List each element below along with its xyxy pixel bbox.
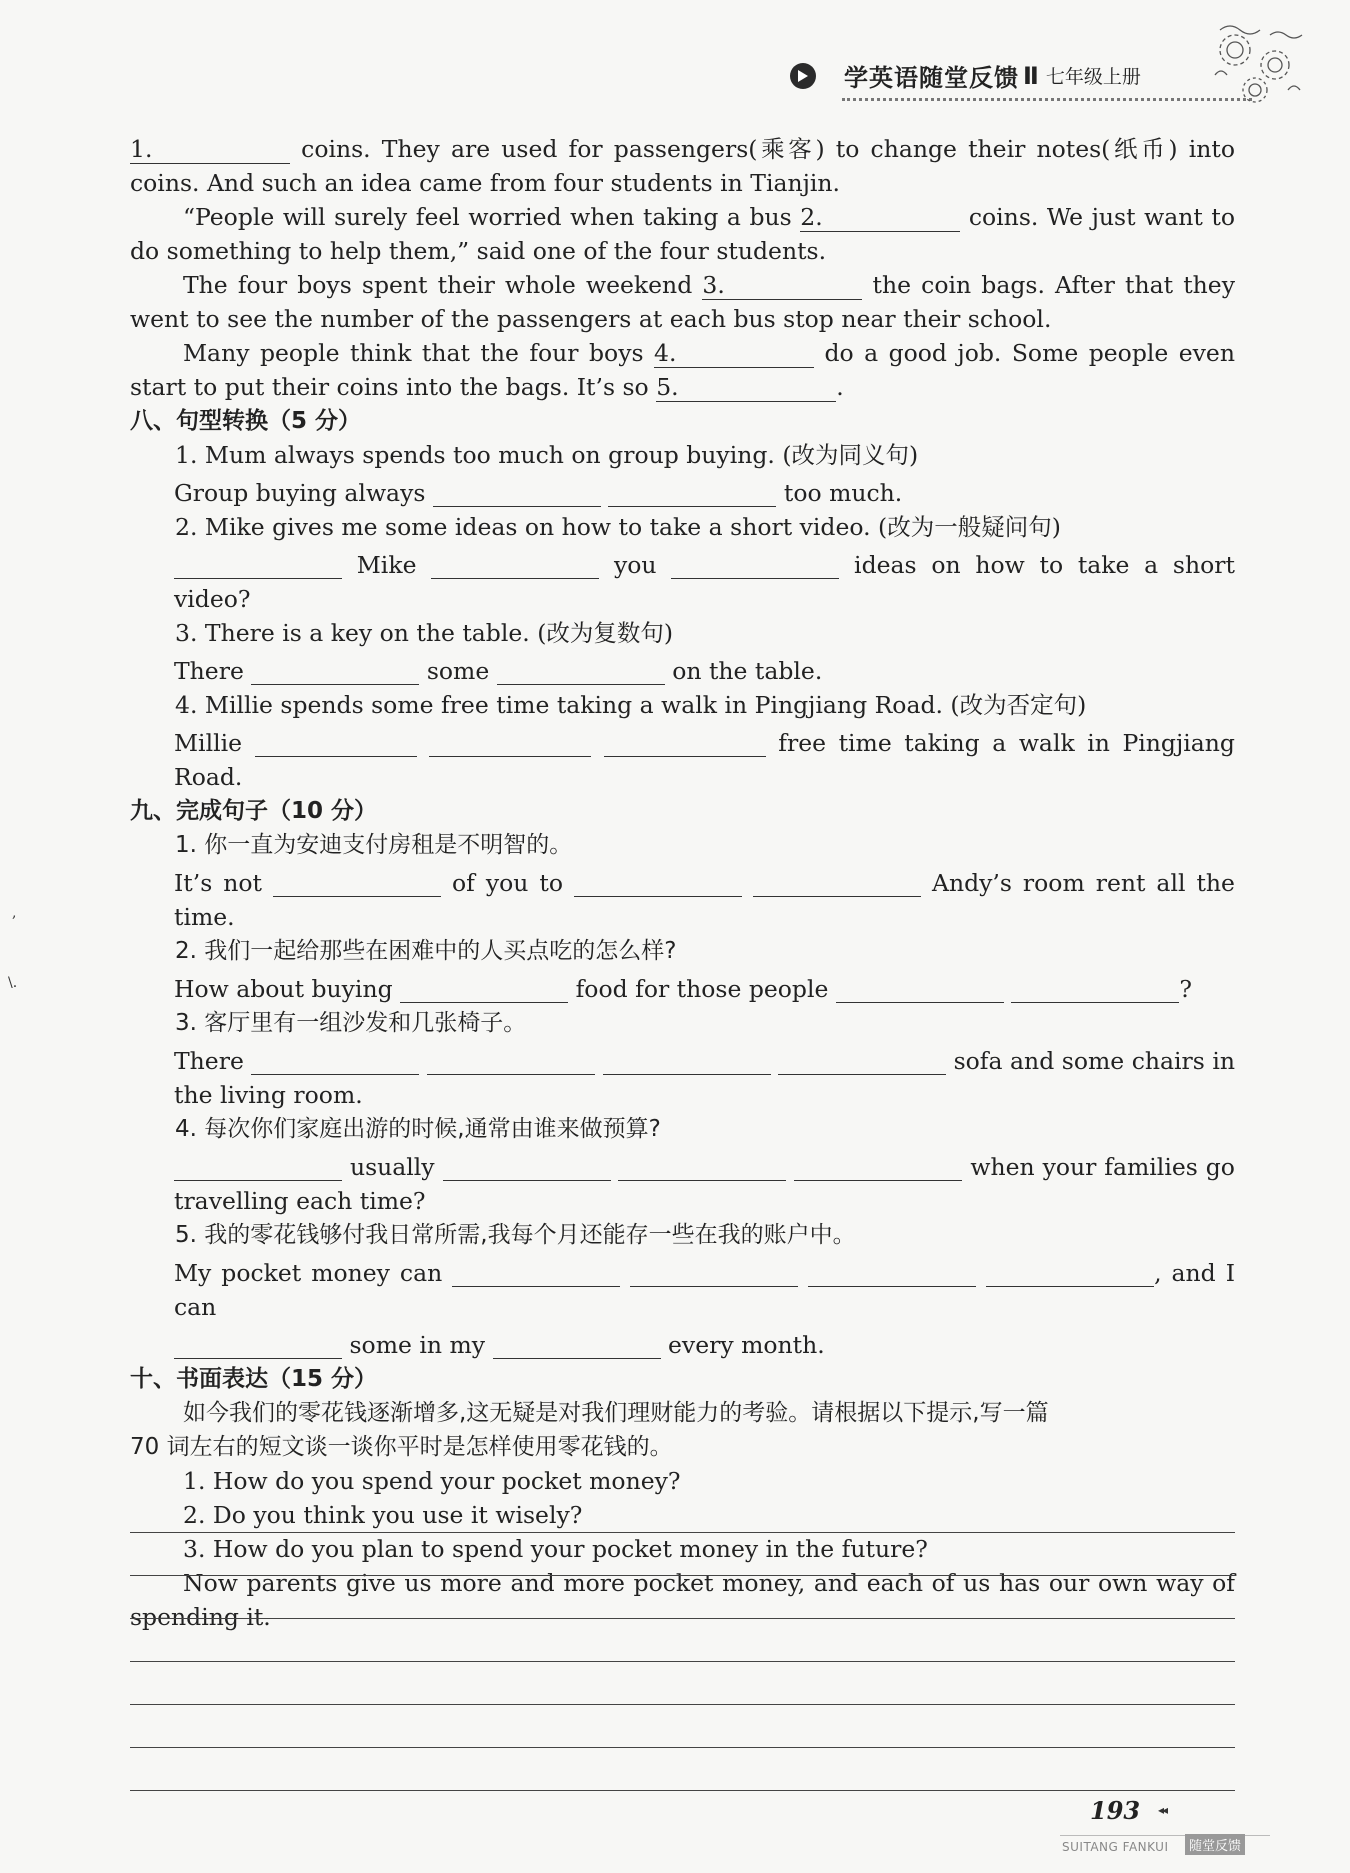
answer-blank[interactable]: [603, 1046, 771, 1075]
flower-decoration-icon: [1200, 20, 1310, 110]
answer-line-8-2: Mike you ideas on how to take a short video?: [174, 551, 1235, 613]
answer-blank[interactable]: [443, 1152, 611, 1181]
play-icon: [790, 63, 816, 89]
passage-line: “People will surely feel worried when taking a bus 2. coins. We just want to: [183, 203, 1235, 231]
writing-instructions: 如今我们的零花钱逐渐增多,这无疑是对我们理财能力的考验。请根据以下提示,写一篇: [183, 1400, 1049, 1426]
writing-start: Now parents give us more and more pocket money, and each of us has our own way of: [183, 1569, 1235, 1597]
answer-line-9-5-cont: some in my every month.: [130, 1324, 1235, 1362]
passage-line: Many people think that the four boys 4. do a good job. Some people even: [183, 339, 1235, 367]
answer-line-9-2: How about buying food for those people ?: [174, 975, 1192, 1003]
answer-blank[interactable]: [433, 478, 601, 507]
question-8-1: 1. Mum always spends too much on group buying. (改为同义句): [175, 441, 919, 469]
answer-blank[interactable]: [174, 550, 342, 579]
answer-blank[interactable]: [400, 974, 568, 1003]
footer-series-name: SUITANG FANKUI: [1062, 1840, 1169, 1854]
question-9-4: 4. 每次你们家庭出游的时候,通常由谁来做预算?: [175, 1116, 661, 1142]
answer-blank[interactable]: [251, 1046, 419, 1075]
question-9-1: 1. 你一直为安迪支付房租是不明智的。: [175, 832, 573, 858]
answer-blank[interactable]: [630, 1258, 798, 1287]
answer-blank[interactable]: [618, 1152, 786, 1181]
answer-blank[interactable]: [273, 868, 441, 897]
writing-line[interactable]: [130, 1576, 1235, 1619]
answer-blank[interactable]: [452, 1258, 620, 1287]
answer-line-8-1: Group buying always too much.: [174, 479, 903, 507]
answer-line-8-4: Millie free time taking a walk in Pingjiang Road.: [174, 729, 1235, 791]
question-8-4: 4. Millie spends some free time taking a walk in Pingjiang Road. (改为否定句): [175, 691, 1087, 719]
question-9-5: 5. 我的零花钱够付我日常所需,我每个月还能存一些在我的账户中。: [175, 1222, 856, 1248]
blank-3[interactable]: 3.: [702, 271, 862, 300]
writing-instructions-cont: 70 词左右的短文谈一谈你平时是怎样使用零花钱的。: [130, 1434, 673, 1460]
page-number: 193: [1090, 1796, 1141, 1825]
writing-area[interactable]: [130, 1490, 1235, 1791]
question-9-3: 3. 客厅里有一组沙发和几张椅子。: [175, 1010, 527, 1036]
writing-line[interactable]: [130, 1533, 1235, 1576]
section-9-title: 九、完成句子（10 分）: [130, 798, 378, 824]
answer-blank[interactable]: [431, 550, 599, 579]
grade-label: 七年级上册: [1045, 66, 1141, 88]
answer-blank[interactable]: [174, 1152, 342, 1181]
answer-blank[interactable]: [255, 728, 417, 757]
answer-blank[interactable]: [604, 728, 766, 757]
blank-1[interactable]: 1.: [130, 135, 290, 164]
page-header: [790, 58, 1141, 93]
answer-blank[interactable]: [671, 550, 839, 579]
answer-line-9-1: It’s not of you to Andy’s room rent all the time.: [174, 869, 1235, 931]
answer-blank[interactable]: [174, 1330, 342, 1359]
answer-blank[interactable]: [778, 1046, 946, 1075]
print-speck: ,: [12, 905, 17, 921]
answer-blank[interactable]: [753, 868, 921, 897]
arrow-left-icon: ◂◂: [1158, 1803, 1167, 1817]
passage-line: coins. And such an idea came from four students in Tianjin.: [130, 169, 841, 197]
passage-line: 1. coins. They are used for passengers(乘客) to change their notes(纸币) into: [130, 135, 1235, 163]
writing-line[interactable]: [130, 1748, 1235, 1791]
answer-blank[interactable]: [574, 868, 742, 897]
question-8-2: 2. Mike gives me some ideas on how to take a short video. (改为一般疑问句): [175, 513, 1061, 541]
answer-blank[interactable]: [429, 728, 591, 757]
question-9-2: 2. 我们一起给那些在困难中的人买点吃的怎么样?: [175, 938, 677, 964]
answer-blank[interactable]: [986, 1258, 1154, 1287]
answer-blank[interactable]: [836, 974, 1004, 1003]
passage-line: The four boys spent their whole weekend 3. the coin bags. After that they: [183, 271, 1235, 299]
answer-line-9-3-cont: the living room.: [174, 1081, 363, 1109]
passage-line: went to see the number of the passengers at each bus stop near their school.: [130, 305, 1052, 333]
passage-line: do something to help them,” said one of the four students.: [130, 237, 827, 265]
answer-line-9-3: There sofa and some chairs in: [174, 1047, 1235, 1075]
answer-blank[interactable]: [1011, 974, 1179, 1003]
answer-blank[interactable]: [608, 478, 776, 507]
answer-blank[interactable]: [493, 1330, 661, 1359]
footer-series-badge: 随堂反馈: [1185, 1834, 1245, 1855]
answer-blank[interactable]: [794, 1152, 962, 1181]
passage-line: start to put their coins into the bags. It’s so 5. .: [130, 373, 844, 401]
answer-line-9-5: My pocket money can , and I can: [174, 1259, 1235, 1321]
writing-line[interactable]: [130, 1490, 1235, 1533]
worksheet-content: [130, 132, 1235, 1634]
writing-prompt-2: 2. Do you think you use it wisely?: [183, 1501, 583, 1529]
answer-blank[interactable]: [808, 1258, 976, 1287]
section-10-title: 十、书面表达（15 分）: [130, 1366, 378, 1392]
writing-prompt-1: 1. How do you spend your pocket money?: [183, 1467, 681, 1495]
answer-line-9-4: usually when your families go: [130, 1146, 1235, 1184]
header-divider: [842, 98, 1252, 101]
blank-4[interactable]: 4.: [654, 339, 814, 368]
blank-2[interactable]: 2.: [800, 203, 960, 232]
writing-line[interactable]: [130, 1662, 1235, 1705]
question-8-3: 3. There is a key on the table. (改为复数句): [175, 619, 674, 647]
answer-blank[interactable]: [427, 1046, 595, 1075]
section-8-title: 八、句型转换（5 分）: [130, 408, 362, 434]
blank-5[interactable]: 5.: [656, 373, 836, 402]
answer-line-9-4-cont: travelling each time?: [174, 1187, 426, 1215]
writing-line[interactable]: [130, 1619, 1235, 1662]
book-title: 学英语随堂反馈: [844, 64, 1019, 92]
writing-prompt-3: 3. How do you plan to spend your pocket money in the future?: [183, 1535, 928, 1563]
print-speck: \.: [8, 975, 18, 991]
answer-line-8-3: There some on the table.: [174, 657, 823, 685]
answer-blank[interactable]: [497, 656, 665, 685]
writing-start-cont: spending it.: [130, 1603, 271, 1631]
answer-blank[interactable]: [251, 656, 419, 685]
writing-line[interactable]: [130, 1705, 1235, 1748]
book-volume: Ⅱ: [1023, 61, 1040, 90]
